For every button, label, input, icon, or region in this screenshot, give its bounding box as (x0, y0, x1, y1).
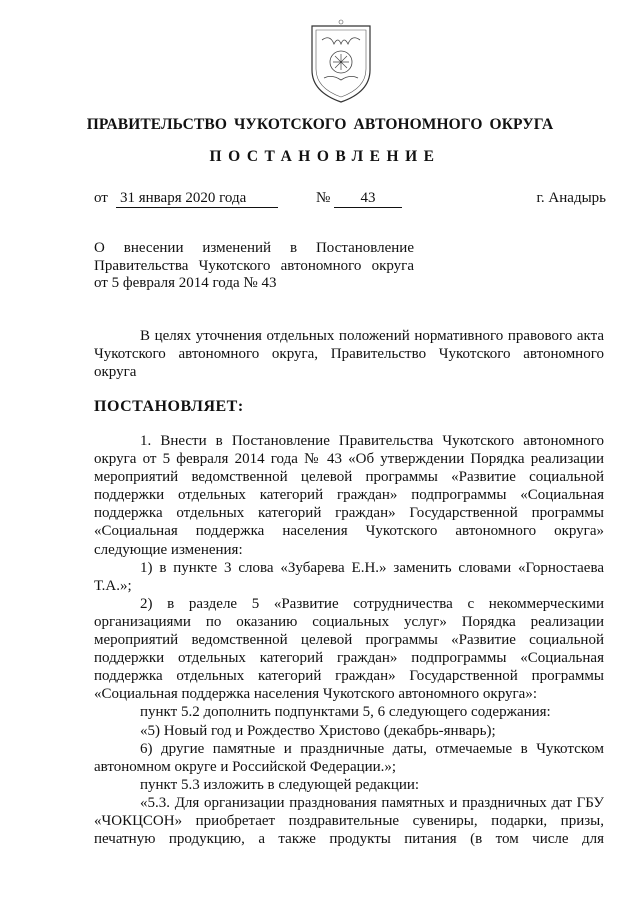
subject-line: от 5 февраля 2014 года № 43 (94, 275, 277, 291)
document-subject (94, 240, 414, 293)
document-body (94, 432, 604, 848)
document-date: 31 января 2020 года (116, 190, 278, 208)
body-paragraph: 1) в пункте 3 слова «Зубарева Е.Н.» заменить словами «Горностаева Т.А.»; (94, 559, 604, 594)
date-prefix: от (94, 190, 108, 206)
document-number: 43 (334, 190, 402, 208)
body-paragraph: пункт 5.3 изложить в следующей редакции: (140, 776, 420, 793)
body-paragraph: «5.3. Для организации празднования памятных и праздничных дат ГБУ «ЧОКЦСОН» приобретает поздравительные сувениры, подарки, призы, печатную продукцию, а также продукты питания (в том числе для (94, 794, 604, 848)
body-paragraph: 6) другие памятные и праздничные даты, отмечаемые в Чукотском автономном округе и Российской Федерации.»; (94, 740, 604, 775)
subject-line: Правительства Чукотского автономного округа (94, 257, 414, 274)
preamble (94, 327, 604, 381)
coat-of-arms-icon (304, 18, 378, 106)
body-paragraph: 1. Внести в Постановление Правительства Чукотского автономного округа от 5 февраля 2014 года № 43 «Об утверждении Порядка реализации мероприятий ведомственной целевой программы «Развитие социальной поддержки отдельных категорий граждан» подпрограммы «Социальная поддержка отдельных категорий граждан» Государственной программы «Социальная поддержка населения Чукотского автономного округа» следующие изменения: (94, 433, 604, 558)
resolves-heading: ПОСТАНОВЛЯЕТ: (94, 398, 244, 415)
document-meta-row (94, 190, 606, 212)
body-paragraph: 2) в разделе 5 «Развитие сотрудничества с некоммерческими организациями по оказанию социальных услуг» Порядка реализации мероприятий ведомственной целевой программы «Развитие социальной поддержки отдельных категорий граждан» подпрограммы «Социальная поддержка отдельных категорий граждан» Государственной программы «Социальная поддержка населения Чукотского автономного округа»: (94, 595, 604, 703)
subject-line: О внесении изменений в Постановление (94, 240, 414, 256)
document-city: г. Анадырь (536, 190, 606, 206)
body-paragraph: «5) Новый год и Рождество Христово (декабрь-январь); (140, 722, 496, 739)
preamble-text: В целях уточнения отдельных положений нормативного правового акта Чукотского автономного округа, Правительство Чукотского автономного округа (94, 328, 604, 380)
body-paragraph: пункт 5.2 дополнить подпунктами 5, 6 следующего содержания: (140, 704, 551, 721)
document-type-title: ПОСТАНОВЛЕНИЕ (209, 148, 441, 165)
government-title: ПРАВИТЕЛЬСТВО ЧУКОТСКОГО АВТОНОМНОГО ОКРУГА (86, 116, 554, 133)
number-prefix: № (316, 190, 331, 206)
